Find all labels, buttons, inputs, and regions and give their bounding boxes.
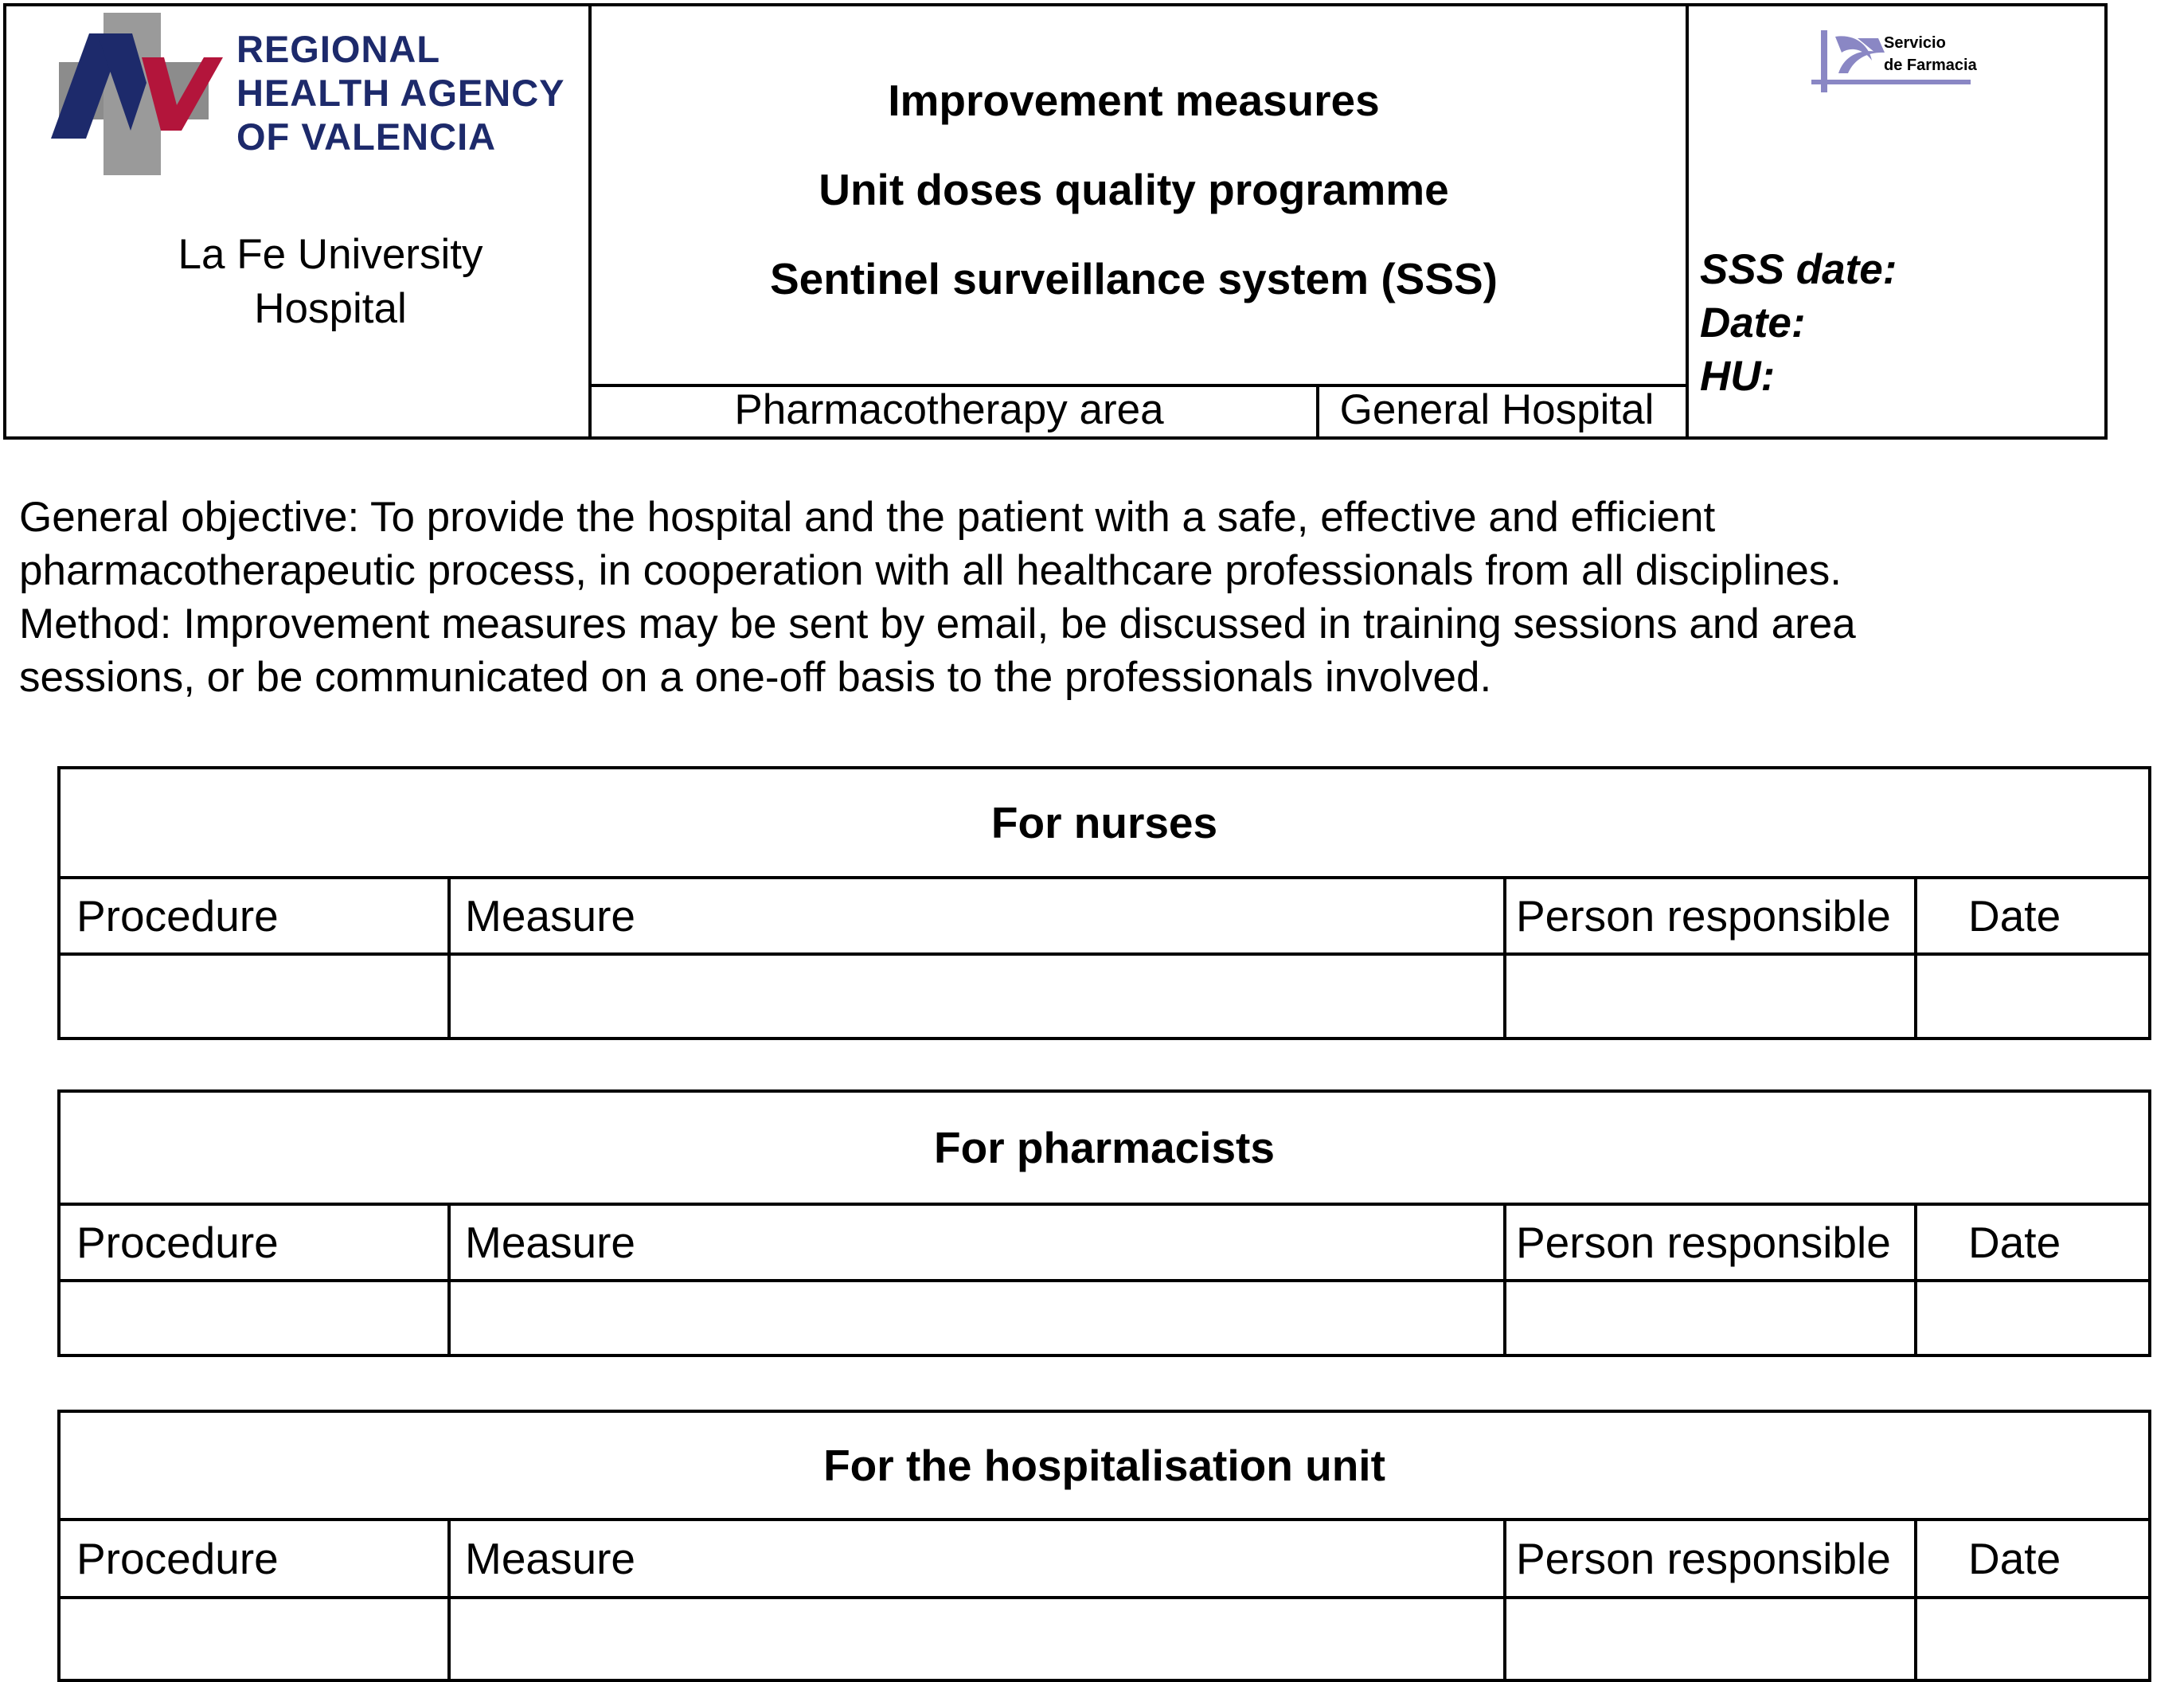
column-divider xyxy=(447,1518,451,1680)
table-title: For pharmacists xyxy=(934,1123,1275,1172)
column-header-date: Date xyxy=(1968,1534,2061,1583)
pharmacists-measures-table xyxy=(57,1089,2151,1357)
date-label: Date: xyxy=(1700,299,1806,346)
pharmacy-logo-text xyxy=(1884,32,1977,76)
pharmacy-logo-line: de Farmacia xyxy=(1884,57,1977,74)
column-header-procedure: Procedure xyxy=(76,891,279,941)
programme-title: Unit doses quality programme xyxy=(819,165,1449,214)
agency-name-line: REGIONAL xyxy=(236,28,441,70)
regional-health-agency-logo xyxy=(48,11,223,178)
table-rule xyxy=(61,1596,2148,1599)
column-header-measure: Measure xyxy=(465,1218,635,1267)
column-divider xyxy=(447,1203,451,1354)
column-header-person-responsible: Person responsible xyxy=(1516,891,1891,941)
table-title: For the hospitalisation unit xyxy=(823,1441,1385,1490)
sss-date-label: SSS date: xyxy=(1700,246,1897,293)
objective-line: sessions, or be communicated on a one-off basis to the professionals involved. xyxy=(19,654,1492,701)
header-divider-right xyxy=(1686,6,1689,436)
objective-line: pharmacotherapeutic process, in cooperation with all healthcare professionals from all disciplines. xyxy=(19,547,1842,594)
hospital-name-line: Hospital xyxy=(254,285,407,332)
hospital-name-line: La Fe University xyxy=(178,231,483,278)
nurses-measures-table xyxy=(57,766,2151,1040)
objective-line: General objective: To provide the hospital and the patient with a safe, effective and efficient xyxy=(19,494,1716,541)
column-divider xyxy=(1914,1203,1917,1354)
document-titles xyxy=(585,56,1682,323)
objective-line: Method: Improvement measures may be sent by email, be discussed in training sessions and area xyxy=(19,600,1856,647)
column-header-procedure: Procedure xyxy=(76,1218,279,1267)
pharmacy-logo-line: Servicio xyxy=(1884,34,1946,52)
hospital-name xyxy=(119,228,541,336)
pharmacy-logo-swoosh xyxy=(1838,51,1881,73)
column-divider xyxy=(1503,876,1506,1037)
system-title: Sentinel surveillance system (SSS) xyxy=(770,254,1498,303)
column-header-person-responsible: Person responsible xyxy=(1516,1534,1891,1583)
column-header-measure: Measure xyxy=(465,1534,635,1583)
hu-label: HU: xyxy=(1700,353,1776,400)
agency-name-line: OF VALENCIA xyxy=(236,115,497,158)
hospital-type-label: General Hospital xyxy=(1339,386,1655,433)
area-label: Pharmacotherapy area xyxy=(734,386,1164,433)
column-divider xyxy=(1914,876,1917,1037)
document-title: Improvement measures xyxy=(888,76,1380,125)
column-divider xyxy=(447,876,451,1037)
column-divider xyxy=(1914,1518,1917,1680)
column-divider xyxy=(1503,1518,1506,1680)
column-header-date: Date xyxy=(1968,891,2061,941)
column-header-date: Date xyxy=(1968,1218,2061,1267)
column-divider xyxy=(1503,1203,1506,1354)
agency-name-line: HEALTH AGENCY xyxy=(236,72,565,114)
objective-text xyxy=(19,491,2010,704)
hospitalisation-unit-measures-table xyxy=(57,1410,2151,1682)
pharmacy-logo-underline xyxy=(1811,80,1971,84)
agency-name xyxy=(236,27,565,158)
column-header-measure: Measure xyxy=(465,891,635,941)
column-header-procedure: Procedure xyxy=(76,1534,279,1583)
table-title: For nurses xyxy=(990,798,1218,847)
header-fields xyxy=(1700,243,1897,403)
table-rule xyxy=(61,952,2148,956)
column-header-person-responsible: Person responsible xyxy=(1516,1218,1891,1267)
table-rule xyxy=(61,1279,2148,1282)
